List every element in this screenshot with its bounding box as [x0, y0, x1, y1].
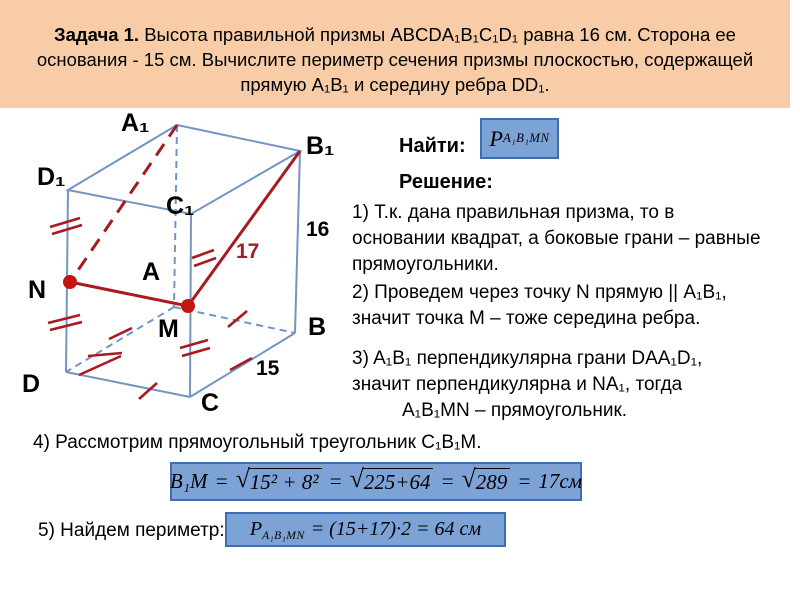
edge-b1b: [295, 151, 300, 333]
step-line: значит точка M – тоже середина ребра.: [352, 308, 701, 329]
step-line: основании квадрат, а боковые грани – равные: [352, 228, 761, 249]
solution-step-3: [352, 346, 702, 424]
measure-labels: [236, 218, 329, 380]
header-line-3: прямую A₁B₁ и середину ребра DD₁.: [240, 74, 550, 95]
section-mb1: [188, 151, 300, 306]
label-b: B: [308, 313, 327, 341]
sqrt-sign: √: [461, 464, 476, 493]
equals-sign: =: [328, 469, 343, 493]
solution-step-1: [352, 200, 761, 278]
radicand: 15² + 8²: [249, 468, 322, 495]
tick-marks: [48, 218, 252, 399]
equals-sign: =: [214, 469, 229, 493]
solution-label: Решение:: [399, 171, 493, 193]
tick-c1m-1: [192, 250, 214, 258]
solution-step-5: 5) Найдем периметр:: [38, 520, 225, 541]
sqrt-sign: √: [235, 464, 250, 493]
header-line-1: Задача 1. Высота правильной призмы ABCDA₁B₁C₁D₁ равна 16 см. Сторона ее: [54, 24, 736, 45]
problem-header: [0, 0, 790, 108]
label-d1: D₁: [37, 163, 66, 191]
solution-step-2: [352, 280, 727, 332]
section-nm: [70, 282, 188, 306]
step-line: прямоугольники.: [352, 254, 499, 275]
sqrt-radical: [349, 464, 434, 495]
sqrt-radical: [461, 464, 511, 495]
label-n: N: [28, 276, 47, 304]
point-n-dot: [63, 275, 77, 289]
formula-rest: = (15+17)·2 = 64 см: [310, 518, 482, 540]
problem-number-label: Задача 1.: [54, 24, 140, 45]
tick-da-2b: [79, 356, 121, 375]
step-line: 3) A₁B₁ перпендикулярна грани DAA₁D₁,: [352, 348, 703, 369]
find-formula-box: [480, 118, 559, 159]
label-a1: A₁: [121, 109, 150, 137]
formula-b1m-box: [170, 462, 582, 501]
equals-sign: =: [440, 469, 455, 493]
perimeter-subscript: A₁B₁MN: [502, 131, 550, 145]
equals-sign: =: [517, 469, 532, 493]
label-c1: C₁: [166, 192, 195, 220]
label-height-16: 16: [306, 218, 330, 241]
tick-nd-1: [48, 315, 80, 323]
label-base-15: 15: [256, 357, 280, 380]
sqrt-sign: √: [349, 464, 364, 493]
perimeter-subscript: A₁B₁MN: [262, 528, 305, 542]
section-a1n: [70, 125, 177, 282]
radicand: 225+64: [363, 468, 434, 495]
solution-step-4: 4) Рассмотрим прямоугольный треугольник C₁B₁M.: [33, 432, 482, 453]
prism-figure: [0, 108, 350, 428]
step-line: 2) Проведем через точку N прямую || A₁B₁,: [352, 282, 727, 303]
label-hypotenuse-17: 17: [236, 240, 260, 263]
step-line: 1) Т.к. дана правильная призма, то в: [352, 202, 675, 223]
sqrt-radical: [235, 464, 322, 495]
label-m: M: [158, 315, 179, 343]
label-b1: B₁: [306, 132, 335, 160]
tick-cb: [230, 358, 252, 370]
step-line: A₁B₁MN – прямоугольник.: [402, 400, 628, 421]
tick-dc: [139, 383, 157, 399]
formula-lhs: [250, 518, 305, 542]
perimeter-symbol: P: [249, 517, 263, 540]
label-c: C: [201, 389, 220, 417]
tick-ab: [228, 311, 247, 327]
point-m-dot: [181, 299, 195, 313]
radicand: 289: [475, 468, 511, 495]
formula-result: 17см: [538, 469, 583, 493]
find-label: Найти:: [399, 135, 466, 157]
edge-dc: [66, 372, 190, 397]
header-line-2: основания - 15 см. Вычислите периметр сечения призмы плоскостью, содержащей: [36, 49, 754, 70]
formula-perimeter-box: [225, 512, 506, 547]
tick-mc-1: [180, 340, 208, 348]
label-d: D: [22, 370, 41, 398]
tick-mc-2: [182, 348, 210, 356]
perimeter-symbol: P: [489, 125, 503, 151]
tick-da-2a: [88, 353, 122, 356]
tick-c1m-2: [194, 258, 216, 266]
formula-lhs: B₁M: [169, 469, 208, 493]
label-a: A: [142, 258, 161, 286]
step-line: значит перпендикулярна и NA₁, тогда: [352, 374, 683, 395]
prism-edges-hidden: [66, 125, 295, 372]
